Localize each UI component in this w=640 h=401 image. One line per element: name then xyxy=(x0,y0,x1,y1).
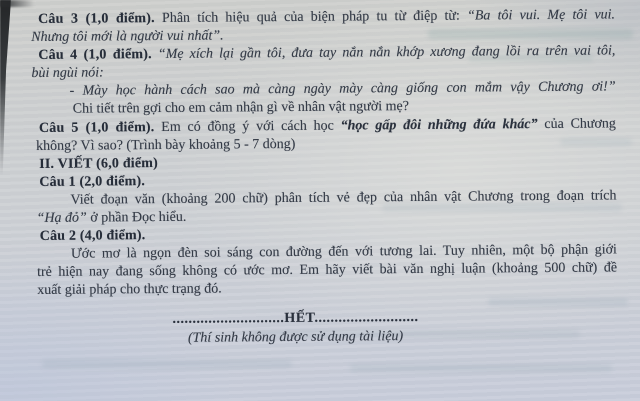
footer-het-text: ............................HẾT.......................... xyxy=(172,309,419,327)
paper-edge-shadow-top xyxy=(0,0,34,7)
writing-q1-line-2-rest: ở phần Đọc hiểu. xyxy=(86,209,187,226)
section-viet-heading-text: II. VIẾT (6,0 điểm) xyxy=(39,155,159,172)
exam-text-block xyxy=(31,6,618,348)
question-5-line-2-text: không? Vì sao? (Trình bày khoảng 5 - 7 dòng) xyxy=(36,136,296,154)
question-4-quote-3: - Mày học hành cách sao mà càng ngày mày càng giống con mắm vậy Chương ơi!” xyxy=(69,79,616,100)
writing-q2-label-text: Câu 2 (4,0 điểm). xyxy=(39,228,146,245)
bleed-through-smudge xyxy=(42,360,292,368)
writing-q2-line-2-text: trẻ hiện nay đang sống không có ước mơ. Em hãy viết bài văn nghị luận (khoảng 500 chữ) đề xyxy=(36,260,618,281)
question-3-quote: “Ba tôi vui. Mẹ tôi vui. xyxy=(467,7,616,24)
question-5-body-2: của Chương xyxy=(537,115,616,132)
question-5-body-1: Em có đồng ý với cách học xyxy=(154,118,341,135)
writing-q2-line-3 xyxy=(33,278,617,301)
exam-footer xyxy=(33,307,557,348)
bleed-through-smudge xyxy=(350,364,612,372)
question-4-quote-1: “Mẹ xích lại gần tôi, đưa tay nắn nắn khớp xương đang lồi ra trên vai tôi, xyxy=(151,43,616,63)
question-4-quote-2: bùi ngùi nói: xyxy=(31,65,104,82)
writing-q2-line-3-text: xuất giải pháp cho thực trạng đó. xyxy=(37,281,222,299)
writing-q1-label-text: Câu 1 (2,0 điểm). xyxy=(39,173,146,190)
writing-q2-line-1-text: Ước mơ là ngọn đèn soi sáng con đường đến với tương lai. Tuy nhiên, một bộ phận giới xyxy=(70,242,617,262)
question-3-body: Phân tích hiệu quả của biện pháp tu từ điệp từ: xyxy=(154,8,468,27)
footer-note-text: (Thí sinh không được sử dụng tài liệu) xyxy=(187,328,404,346)
question-4-prompt-text: Chi tiết trên gợi cho em cảm nhận gì về nhân vật người mẹ? xyxy=(72,99,409,118)
question-4-label: Câu 4 (1,0 điểm). xyxy=(38,47,152,64)
question-3-label: Câu 3 (1,0 điểm). xyxy=(38,11,155,27)
paper-edge-shadow xyxy=(0,0,11,175)
question-5-label: Câu 5 (1,0 điểm). xyxy=(38,119,155,136)
writing-q1-title-quote: “Hạ đỏ” xyxy=(36,210,87,226)
footer-note xyxy=(34,326,558,348)
writing-q1-line-1-text: Viết đoạn văn (khoảng 200 chữ) phân tích vẻ đẹp của nhân vật Chương trong đoạn trích xyxy=(70,188,617,208)
question-5-quote: “học gấp đôi những đứa khác” xyxy=(340,116,538,134)
question-3-quote-cont: Nhưng tôi mới là người vui nhất”. xyxy=(31,28,224,46)
